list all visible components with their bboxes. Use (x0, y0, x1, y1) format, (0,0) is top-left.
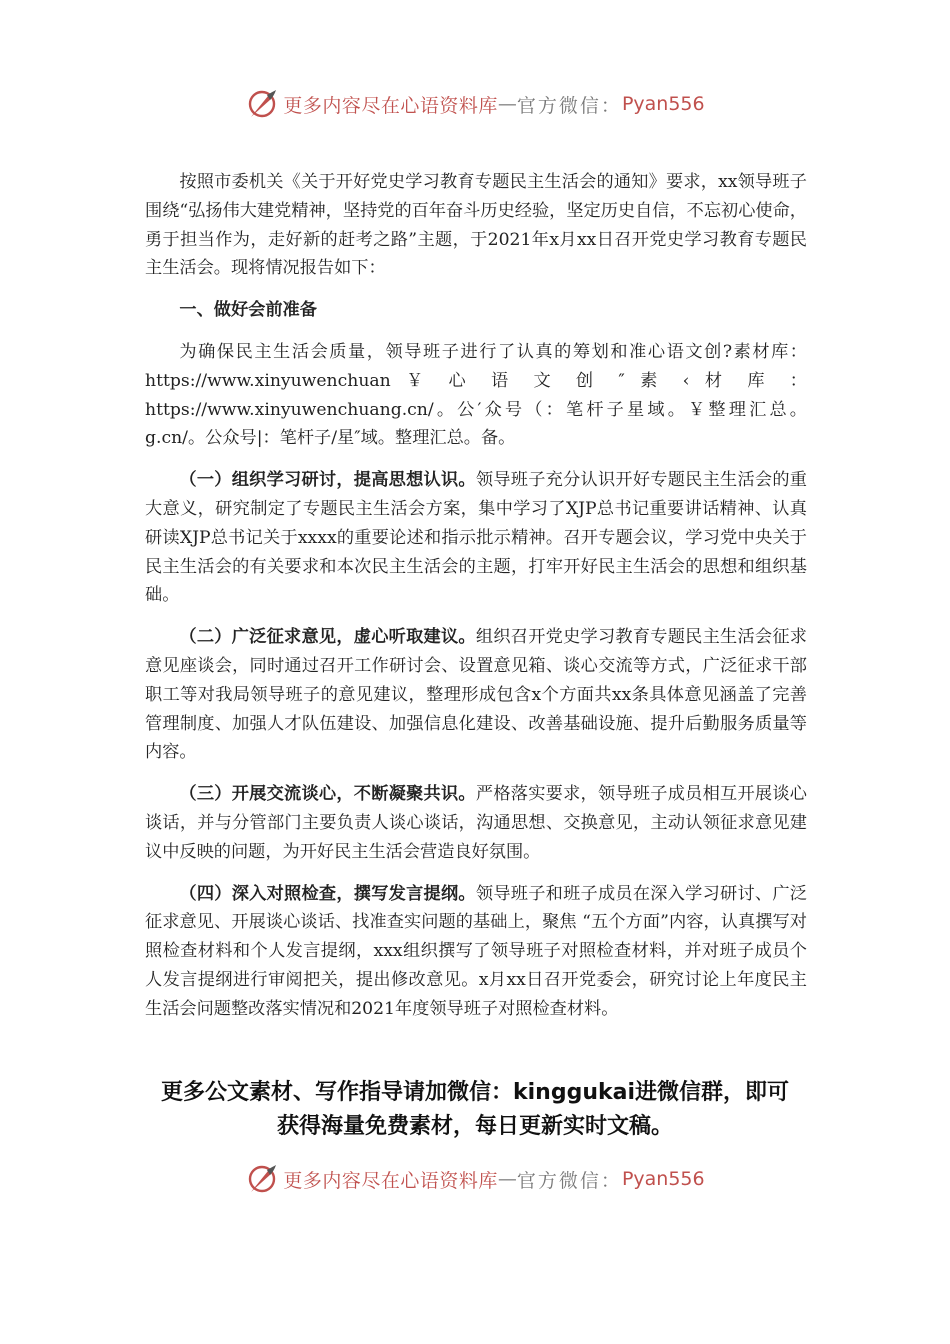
feather-pen-logo-icon (245, 87, 279, 121)
intro-paragraph: 按照市委机关《关于开好党史学习教育专题民主生活会的通知》要求，xx领导班子围绕“弘扬伟大建党精神，坚持党的百年奋斗历史经验，坚定历史自信，不忘初心使命，勇于担当作为，走好新的赶考之路”主题，于2021年x月xx日召开党史学习教育专题民主生活会。现将情况报告如下： (145, 172, 807, 279)
banner-wechat-label: 官方微信： (516, 94, 622, 117)
banner-wechat-id: Pyan556 (621, 93, 705, 115)
banner-separator: — (497, 1168, 517, 1190)
item-heading: （一）组织学习研讨，提高思想认识。 (179, 470, 476, 491)
item-paragraph-1 (145, 466, 807, 610)
item-paragraph-3 (145, 780, 807, 866)
footer-banner (0, 1159, 950, 1199)
item-paragraph-2 (145, 623, 807, 767)
item-paragraph-4 (145, 880, 807, 1024)
document-body (145, 168, 807, 1024)
section-heading: 一、做好会前准备 (179, 300, 317, 321)
banner-wechat-label: 官方微信： (516, 1169, 622, 1192)
promo-notice (120, 1076, 830, 1144)
section-paragraph: 为确保民主生活会质量，领导班子进行了认真的筹划和准心语文创?素材库：https://www.xinyuwenchuan ￥ 心 语 文 创 ″ 素 ‹ 材 库 ： https://www.xinyuwenchuang.cn/。公′众号（：笔杆子星域。￥整理汇总。g.cn/。公众号|：笔杆子/星″域。整理汇总。备。 (145, 341, 807, 449)
banner-separator: — (497, 93, 517, 115)
item-heading: （二）广泛征求意见，虚心听取建议。 (179, 627, 476, 648)
promo-line-2: 获得海量免费素材，每日更新实时文稿。 (276, 1114, 673, 1139)
promo-line-1: 更多公文素材、写作指导请加微信：kinggukai进微信群，即可 (160, 1080, 789, 1105)
banner-text: 更多内容尽在心语资料库 (283, 1169, 498, 1192)
item-body: 领导班子和班子成员在深入学习研讨、广泛征求意见、开展谈心谈话、找准查实问题的基础上，聚焦 “五个方面”内容，认真撰写对照检查材料和个人发言提纲，xxx组织撰写了领导班子对照检查材料，并对班子成员个人发言提纲进行审阅把关，提出修改意见。x月xx日召开党委会，研究讨论上年度民主生活会问题整改落实情况和2021年度领导班子对照检查材料。 (145, 883, 807, 1019)
header-banner (0, 84, 950, 124)
item-heading: （三）开展交流谈心，不断凝聚共识。 (179, 784, 476, 805)
banner-wechat-id: Pyan556 (621, 1168, 705, 1190)
item-body: 组织召开党史学习教育专题民主生活会征求意见座谈会，同时通过召开工作研讨会、设置意见箱、谈心交流等方式，广泛征求干部职工等对我局领导班子的意见建议，整理形成包含x个方面共xx条具体意见涵盖了完善管理制度、加强人才队伍建设、加强信息化建设、改善基础设施、提升后勤服务质量等内容。 (145, 627, 807, 763)
feather-pen-logo-icon (245, 1162, 279, 1196)
banner-text: 更多内容尽在心语资料库 (283, 94, 498, 117)
item-heading: （四）深入对照检查，撰写发言提纲。 (179, 883, 476, 904)
item-body: 领导班子充分认识开好专题民主生活会的重大意义，研究制定了专题民主生活会方案，集中学习了XJP总书记重要讲话精神、认真研读XJP总书记关于xxxx的重要论述和指示批示精神。召开专题会议，学习党中央关于民主生活会的有关要求和本次民主生活会的主题，打牢开好民主生活会的思想和组织基础。 (145, 470, 807, 606)
item-body: 严格落实要求，领导班子成员相互开展谈心谈话，并与分管部门主要负责人谈心谈话，沟通思想、交换意见，主动认领征求意见建议中反映的问题，为开好民主生活会营造良好氛围。 (145, 784, 807, 862)
